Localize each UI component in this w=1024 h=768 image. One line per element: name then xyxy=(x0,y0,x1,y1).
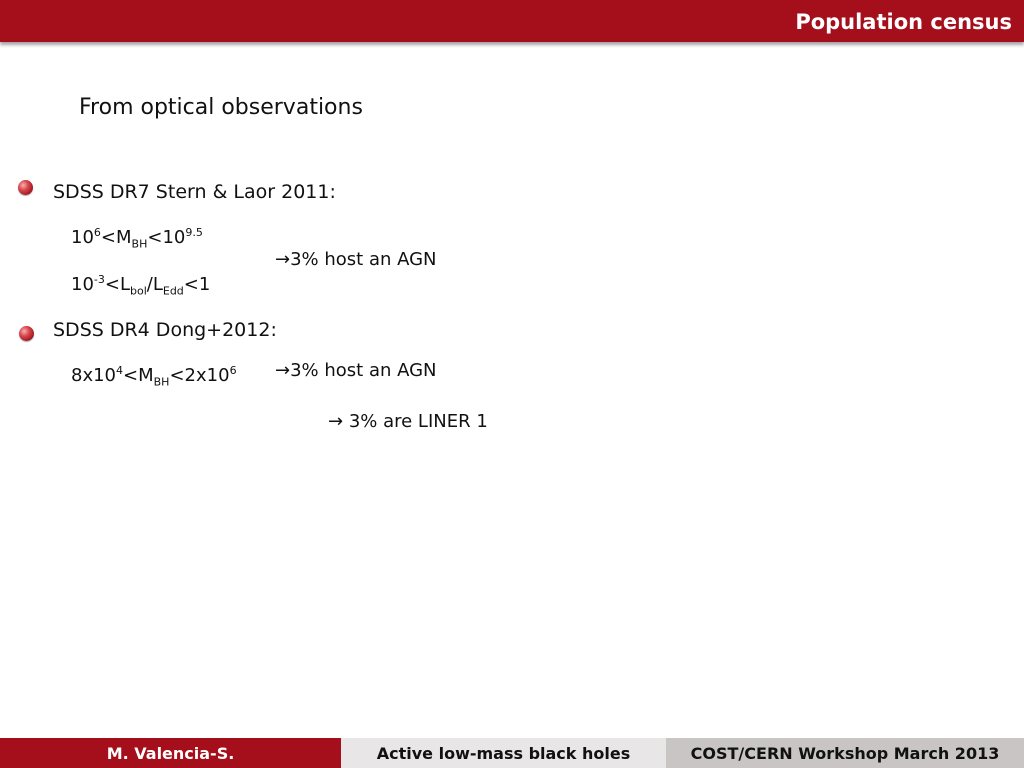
arrow-right-icon: → xyxy=(275,360,291,381)
bullet-icon xyxy=(19,326,34,341)
section-heading: From optical observations xyxy=(79,95,363,120)
result-dr4-liner: → 3% are LINER 1 xyxy=(328,411,488,432)
arrow-right-icon: → xyxy=(275,249,291,270)
result-dr7: →3% host an AGN xyxy=(275,249,437,270)
result-dr4: →3% host an AGN xyxy=(275,360,437,381)
eddington-range-dr7: $10^{-3}<L_{bol}/L_{Edd}<1$ xyxy=(71,273,211,298)
arrow-right-icon: → xyxy=(328,411,344,432)
item-label-dr7: SDSS DR7 Stern & Laor 2011: xyxy=(53,181,336,203)
slide-title: Population census xyxy=(795,10,1012,34)
footer-author: M. Valencia-S. xyxy=(0,738,341,768)
item-label-dr4: SDSS DR4 Dong+2012: xyxy=(53,319,277,341)
mass-range-dr4: $8x10^4<M_{BH}<2x10^6$ xyxy=(71,364,237,389)
footer xyxy=(0,738,1024,768)
header-bar xyxy=(0,0,1024,42)
footer-event: COST/CERN Workshop March 2013 xyxy=(666,738,1024,768)
footer-talk-title: Active low-mass black holes xyxy=(341,738,666,768)
mass-range-dr7: $10^6<M_{BH}<10^{9.5}$ xyxy=(71,226,203,251)
bullet-icon xyxy=(18,180,33,195)
